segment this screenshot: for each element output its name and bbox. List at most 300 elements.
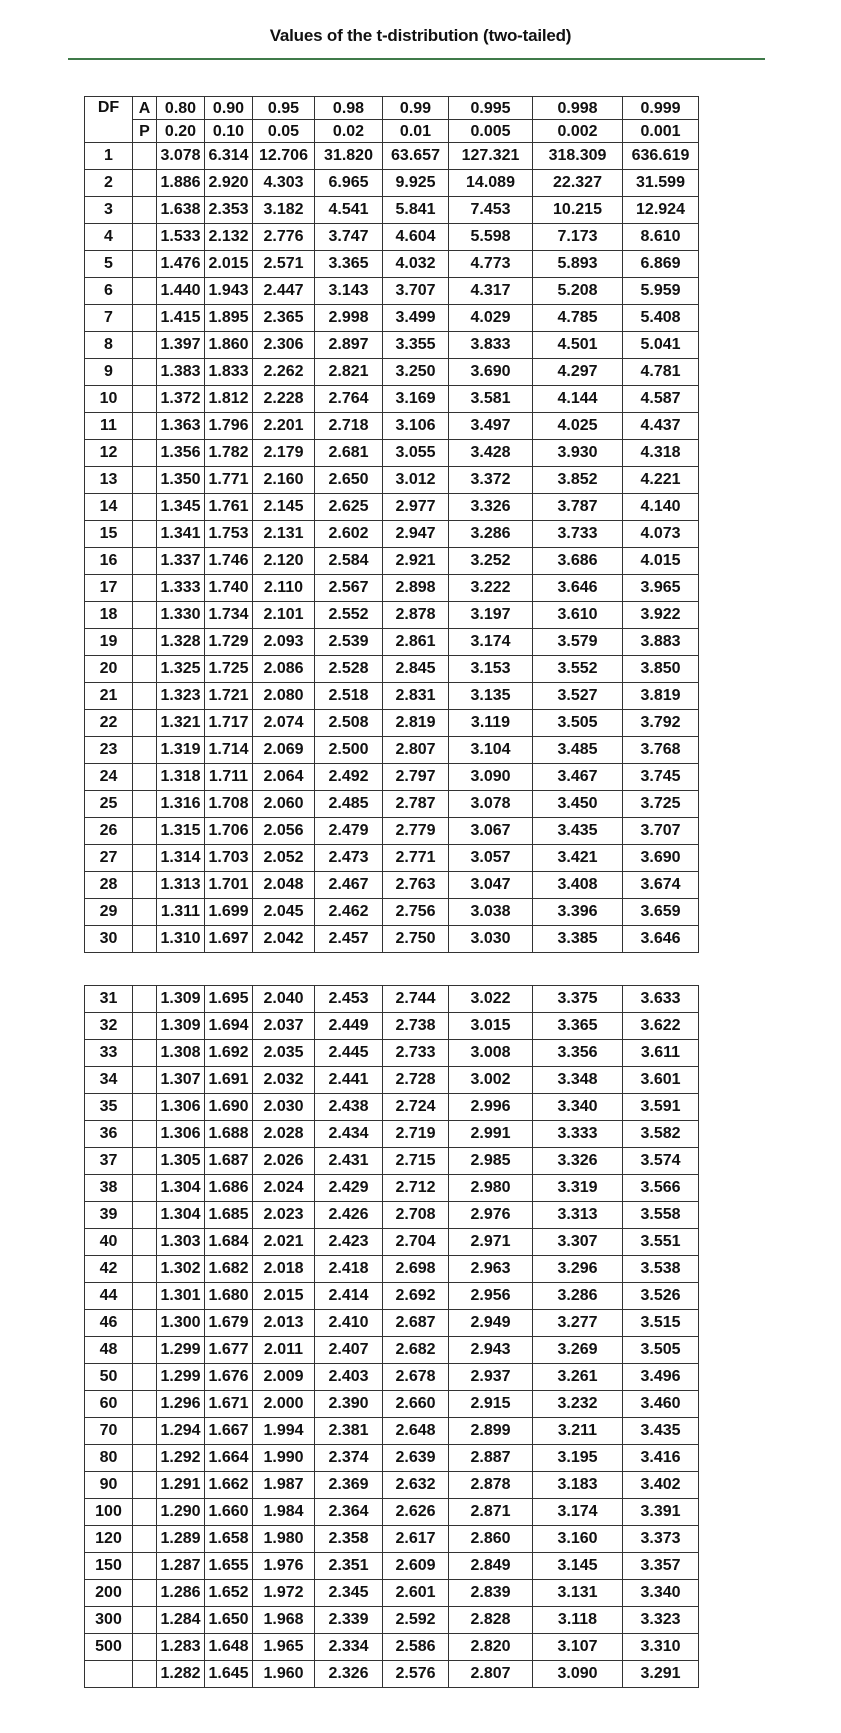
t-value-cell: 1.746 [205, 548, 253, 575]
t-value-cell: 2.567 [315, 575, 383, 602]
t-value-cell: 3.690 [449, 359, 533, 386]
df-cell: 11 [85, 413, 133, 440]
t-value-cell: 1.306 [157, 1121, 205, 1148]
page-title: Values of the t-distribution (two-tailed) [269, 26, 572, 45]
t-value-cell: 2.120 [253, 548, 315, 575]
t-value-cell: 2.145 [253, 494, 315, 521]
t-value-cell: 2.698 [383, 1256, 449, 1283]
t-value-cell: 2.024 [253, 1175, 315, 1202]
t-value-cell: 4.604 [383, 224, 449, 251]
t-value-cell: 2.015 [205, 251, 253, 278]
t-value-cell: 2.042 [253, 926, 315, 953]
t-value-cell: 3.574 [623, 1148, 699, 1175]
df-cell: 2 [85, 170, 133, 197]
header-row-p [85, 120, 699, 143]
t-value-cell: 3.067 [449, 818, 533, 845]
t-value-cell: 3.505 [623, 1337, 699, 1364]
t-value-cell: 1.440 [157, 278, 205, 305]
t-value-cell: 2.724 [383, 1094, 449, 1121]
t-value-cell: 3.286 [533, 1283, 623, 1310]
df-cell: 40 [85, 1229, 133, 1256]
t-value-cell: 1.753 [205, 521, 253, 548]
t-value-cell: 2.518 [315, 683, 383, 710]
t-value-cell: 1.397 [157, 332, 205, 359]
spacer-cell [133, 926, 157, 953]
df-cell: 44 [85, 1283, 133, 1310]
df-cell: 150 [85, 1553, 133, 1580]
t-value-cell: 3.375 [533, 986, 623, 1013]
t-value-cell: 2.820 [449, 1634, 533, 1661]
t-value-cell: 2.473 [315, 845, 383, 872]
t-value-cell: 2.797 [383, 764, 449, 791]
t-value-cell: 1.309 [157, 986, 205, 1013]
t-value-cell: 2.985 [449, 1148, 533, 1175]
t-value-cell: 31.599 [623, 170, 699, 197]
t-value-cell: 3.252 [449, 548, 533, 575]
t-value-cell: 2.648 [383, 1418, 449, 1445]
spacer-cell [133, 1391, 157, 1418]
p-value-header: 0.10 [205, 120, 253, 143]
table-row [85, 1526, 699, 1553]
spacer-cell [133, 440, 157, 467]
t-value-cell: 2.718 [315, 413, 383, 440]
t-value-cell: 3.022 [449, 986, 533, 1013]
spacer-cell [133, 602, 157, 629]
t-value-cell: 1.294 [157, 1418, 205, 1445]
t-value-cell: 2.898 [383, 575, 449, 602]
table-row [85, 818, 699, 845]
t-value-cell: 2.719 [383, 1121, 449, 1148]
df-cell: 8 [85, 332, 133, 359]
t-value-cell: 2.086 [253, 656, 315, 683]
t-value-cell: 1.341 [157, 521, 205, 548]
t-value-cell: 1.688 [205, 1121, 253, 1148]
t-value-cell: 3.435 [623, 1418, 699, 1445]
df-cell: 7 [85, 305, 133, 332]
t-value-cell: 4.501 [533, 332, 623, 359]
df-cell: 60 [85, 1391, 133, 1418]
table-row [85, 926, 699, 953]
t-value-cell: 2.887 [449, 1445, 533, 1472]
t-value-cell: 1.650 [205, 1607, 253, 1634]
t-value-cell: 3.119 [449, 710, 533, 737]
t-value-cell: 2.064 [253, 764, 315, 791]
t-value-cell: 3.174 [449, 629, 533, 656]
p-label: P [133, 120, 157, 143]
t-value-cell: 3.047 [449, 872, 533, 899]
t-value-cell: 2.048 [253, 872, 315, 899]
t-value-cell: 2.821 [315, 359, 383, 386]
df-cell: 22 [85, 710, 133, 737]
t-value-cell: 2.407 [315, 1337, 383, 1364]
table-row [85, 1229, 699, 1256]
p-value-header: 0.02 [315, 120, 383, 143]
t-value-cell: 1.313 [157, 872, 205, 899]
t-value-cell: 4.785 [533, 305, 623, 332]
t-value-cell: 1.717 [205, 710, 253, 737]
spacer-cell [133, 1256, 157, 1283]
t-value-cell: 2.201 [253, 413, 315, 440]
t-value-cell: 2.023 [253, 1202, 315, 1229]
df-cell: 5 [85, 251, 133, 278]
t-value-cell: 1.685 [205, 1202, 253, 1229]
t-value-cell: 3.707 [623, 818, 699, 845]
df-cell: 15 [85, 521, 133, 548]
table-row [85, 1310, 699, 1337]
t-value-cell: 4.015 [623, 548, 699, 575]
spacer-cell [133, 1607, 157, 1634]
df-cell: 13 [85, 467, 133, 494]
t-value-cell: 2.861 [383, 629, 449, 656]
t-value-cell: 3.526 [623, 1283, 699, 1310]
t-value-cell: 1.283 [157, 1634, 205, 1661]
t-value-cell: 3.296 [533, 1256, 623, 1283]
t-value-cell: 4.781 [623, 359, 699, 386]
spacer-cell [133, 1202, 157, 1229]
t-value-cell: 1.284 [157, 1607, 205, 1634]
spacer-cell [133, 1661, 157, 1688]
t-value-cell: 2.035 [253, 1040, 315, 1067]
t-value-cell: 318.309 [533, 143, 623, 170]
t-value-cell: 4.317 [449, 278, 533, 305]
df-cell: 9 [85, 359, 133, 386]
spacer-cell [133, 683, 157, 710]
t-value-cell: 2.949 [449, 1310, 533, 1337]
t-value-cell: 3.250 [383, 359, 449, 386]
t-value-cell: 3.601 [623, 1067, 699, 1094]
spacer-cell [133, 1040, 157, 1067]
t-value-cell: 2.528 [315, 656, 383, 683]
table-row [85, 1067, 699, 1094]
t-value-cell: 1.363 [157, 413, 205, 440]
spacer-cell [133, 1094, 157, 1121]
spacer-cell [133, 1634, 157, 1661]
t-value-cell: 3.326 [449, 494, 533, 521]
spacer-cell [133, 1283, 157, 1310]
t-value-cell: 3.402 [623, 1472, 699, 1499]
t-value-cell: 1.667 [205, 1418, 253, 1445]
t-value-cell: 2.878 [449, 1472, 533, 1499]
t-value-cell: 2.839 [449, 1580, 533, 1607]
t-value-cell: 3.153 [449, 656, 533, 683]
t-value-cell: 3.131 [533, 1580, 623, 1607]
t-value-cell: 2.963 [449, 1256, 533, 1283]
table-row [85, 1121, 699, 1148]
t-value-cell: 1.304 [157, 1202, 205, 1229]
t-value-cell: 2.586 [383, 1634, 449, 1661]
spacer-cell [133, 764, 157, 791]
table-row [85, 899, 699, 926]
t-value-cell: 4.029 [449, 305, 533, 332]
t-value-cell: 2.776 [253, 224, 315, 251]
df-cell: 33 [85, 1040, 133, 1067]
df-cell: 34 [85, 1067, 133, 1094]
table-row [85, 1472, 699, 1499]
df-cell: 12 [85, 440, 133, 467]
t-value-cell: 2.639 [383, 1445, 449, 1472]
t-value-cell: 1.692 [205, 1040, 253, 1067]
t-value-cell: 2.849 [449, 1553, 533, 1580]
t-value-cell: 3.174 [533, 1499, 623, 1526]
t-value-cell: 6.869 [623, 251, 699, 278]
t-value-cell: 3.323 [623, 1607, 699, 1634]
t-value-cell: 3.659 [623, 899, 699, 926]
t-value-cell: 1.315 [157, 818, 205, 845]
t-value-cell: 1.965 [253, 1634, 315, 1661]
table-row [85, 683, 699, 710]
spacer-cell [133, 359, 157, 386]
t-value-cell: 1.695 [205, 986, 253, 1013]
df-cell: 90 [85, 1472, 133, 1499]
table-row [85, 710, 699, 737]
t-value-cell: 1.987 [253, 1472, 315, 1499]
t-value-cell: 3.373 [623, 1526, 699, 1553]
t-value-cell: 2.021 [253, 1229, 315, 1256]
t-value-cell: 5.598 [449, 224, 533, 251]
spacer-cell [133, 1526, 157, 1553]
t-value-cell: 1.383 [157, 359, 205, 386]
table-row [85, 575, 699, 602]
t-value-cell: 1.690 [205, 1094, 253, 1121]
t-value-cell: 3.819 [623, 683, 699, 710]
t-value-cell: 2.262 [253, 359, 315, 386]
t-value-cell: 1.306 [157, 1094, 205, 1121]
spacer-cell [133, 143, 157, 170]
t-value-cell: 2.977 [383, 494, 449, 521]
t-value-cell: 3.787 [533, 494, 623, 521]
t-value-cell: 1.697 [205, 926, 253, 953]
spacer-cell [133, 467, 157, 494]
table-row [85, 467, 699, 494]
t-value-cell: 10.215 [533, 197, 623, 224]
t-value-cell: 2.045 [253, 899, 315, 926]
t-value-cell: 3.396 [533, 899, 623, 926]
t-value-cell: 1.350 [157, 467, 205, 494]
t-value-cell: 3.674 [623, 872, 699, 899]
t-value-cell: 2.831 [383, 683, 449, 710]
t-value-cell: 3.310 [623, 1634, 699, 1661]
table-row [85, 1580, 699, 1607]
t-value-cell: 1.287 [157, 1553, 205, 1580]
t-value-cell: 1.648 [205, 1634, 253, 1661]
t-value-cell: 1.307 [157, 1067, 205, 1094]
table-row [85, 1634, 699, 1661]
t-value-cell: 2.571 [253, 251, 315, 278]
t-value-cell: 2.426 [315, 1202, 383, 1229]
t-value-cell: 4.221 [623, 467, 699, 494]
table-row [85, 224, 699, 251]
t-value-cell: 3.416 [623, 1445, 699, 1472]
t-value-cell: 2.921 [383, 548, 449, 575]
t-value-cell: 3.008 [449, 1040, 533, 1067]
table-row [85, 1391, 699, 1418]
t-value-cell: 3.551 [623, 1229, 699, 1256]
df-cell: 100 [85, 1499, 133, 1526]
t-value-cell: 2.763 [383, 872, 449, 899]
t-value-cell: 2.807 [449, 1661, 533, 1688]
t-value-cell: 1.476 [157, 251, 205, 278]
t-value-cell: 2.326 [315, 1661, 383, 1688]
spacer-cell [133, 1418, 157, 1445]
header-row-a [85, 97, 699, 120]
df-cell: 38 [85, 1175, 133, 1202]
t-value-cell: 2.032 [253, 1067, 315, 1094]
t-value-cell: 2.060 [253, 791, 315, 818]
t-value-cell: 2.678 [383, 1364, 449, 1391]
t-value-cell: 1.311 [157, 899, 205, 926]
t-value-cell: 1.782 [205, 440, 253, 467]
t-value-cell: 2.750 [383, 926, 449, 953]
table-row [85, 1418, 699, 1445]
t-value-cell: 1.895 [205, 305, 253, 332]
t-value-cell: 3.581 [449, 386, 533, 413]
t-value-cell: 2.660 [383, 1391, 449, 1418]
t-value-cell: 1.323 [157, 683, 205, 710]
df-header: DF [85, 97, 133, 143]
df-cell: 39 [85, 1202, 133, 1229]
t-value-cell: 2.609 [383, 1553, 449, 1580]
t-value-cell: 1.282 [157, 1661, 205, 1688]
t-value-cell: 2.056 [253, 818, 315, 845]
t-value-cell: 3.355 [383, 332, 449, 359]
spacer-cell [133, 278, 157, 305]
t-value-cell: 3.922 [623, 602, 699, 629]
table-row [85, 1337, 699, 1364]
t-value-cell: 1.984 [253, 1499, 315, 1526]
table-row [85, 413, 699, 440]
t-value-cell: 1.645 [205, 1661, 253, 1688]
table-row [85, 1256, 699, 1283]
t-value-cell: 1.660 [205, 1499, 253, 1526]
t-value-cell: 3.646 [533, 575, 623, 602]
t-value-cell: 2.943 [449, 1337, 533, 1364]
t-value-cell: 1.740 [205, 575, 253, 602]
t-value-cell: 2.074 [253, 710, 315, 737]
spacer-cell [133, 251, 157, 278]
t-value-cell: 2.937 [449, 1364, 533, 1391]
df-cell: 19 [85, 629, 133, 656]
a-value-header: 0.999 [623, 97, 699, 120]
t-value-cell: 2.828 [449, 1607, 533, 1634]
df-cell: 14 [85, 494, 133, 521]
t-value-cell: 3.078 [157, 143, 205, 170]
t-value-cell: 2.492 [315, 764, 383, 791]
t-value-cell: 2.733 [383, 1040, 449, 1067]
t-value-cell: 31.820 [315, 143, 383, 170]
spacer-cell [133, 170, 157, 197]
t-value-cell: 3.195 [533, 1445, 623, 1472]
t-value-cell: 1.734 [205, 602, 253, 629]
t-value-cell: 1.304 [157, 1175, 205, 1202]
t-table-bottom [84, 985, 699, 1688]
t-value-cell: 3.143 [315, 278, 383, 305]
t-value-cell: 2.602 [315, 521, 383, 548]
t-value-cell: 3.852 [533, 467, 623, 494]
t-value-cell: 4.140 [623, 494, 699, 521]
t-value-cell: 1.980 [253, 1526, 315, 1553]
t-value-cell: 1.345 [157, 494, 205, 521]
t-value-cell: 3.078 [449, 791, 533, 818]
t-value-cell: 2.617 [383, 1526, 449, 1553]
t-value-cell: 2.369 [315, 1472, 383, 1499]
t-value-cell: 1.699 [205, 899, 253, 926]
df-cell: 300 [85, 1607, 133, 1634]
t-value-cell: 4.773 [449, 251, 533, 278]
t-value-cell: 1.318 [157, 764, 205, 791]
t-value-cell: 2.715 [383, 1148, 449, 1175]
t-value-cell: 3.232 [533, 1391, 623, 1418]
t-value-cell: 3.286 [449, 521, 533, 548]
p-value-header: 0.002 [533, 120, 623, 143]
t-value-cell: 2.976 [449, 1202, 533, 1229]
p-value-header: 0.005 [449, 120, 533, 143]
t-value-cell: 1.796 [205, 413, 253, 440]
t-value-cell: 4.318 [623, 440, 699, 467]
spacer-cell [133, 332, 157, 359]
t-value-cell: 2.414 [315, 1283, 383, 1310]
t-value-cell: 3.538 [623, 1256, 699, 1283]
t-value-cell: 3.496 [623, 1364, 699, 1391]
spacer-cell [133, 1472, 157, 1499]
spacer-cell [133, 656, 157, 683]
t-value-cell: 3.450 [533, 791, 623, 818]
t-value-cell: 3.622 [623, 1013, 699, 1040]
t-value-cell: 3.090 [449, 764, 533, 791]
t-value-cell: 1.638 [157, 197, 205, 224]
t-value-cell: 63.657 [383, 143, 449, 170]
t-value-cell: 3.747 [315, 224, 383, 251]
t-value-cell: 3.515 [623, 1310, 699, 1337]
t-value-cell: 1.708 [205, 791, 253, 818]
t-value-cell: 1.286 [157, 1580, 205, 1607]
t-value-cell: 3.965 [623, 575, 699, 602]
t-value-cell: 2.687 [383, 1310, 449, 1337]
t-value-cell: 2.418 [315, 1256, 383, 1283]
t-value-cell: 1.328 [157, 629, 205, 656]
t-value-cell: 3.745 [623, 764, 699, 791]
t-value-cell: 1.761 [205, 494, 253, 521]
df-cell: 30 [85, 926, 133, 953]
t-value-cell: 1.321 [157, 710, 205, 737]
t-value-cell: 2.601 [383, 1580, 449, 1607]
table-row [85, 305, 699, 332]
spacer-cell [133, 818, 157, 845]
t-value-cell: 3.002 [449, 1067, 533, 1094]
t-value-cell: 3.566 [623, 1175, 699, 1202]
t-value-cell: 1.680 [205, 1283, 253, 1310]
a-value-header: 0.95 [253, 97, 315, 120]
t-value-cell: 5.841 [383, 197, 449, 224]
t-value-cell: 2.431 [315, 1148, 383, 1175]
t-value-cell: 1.687 [205, 1148, 253, 1175]
t-value-cell: 2.626 [383, 1499, 449, 1526]
table-row [85, 1013, 699, 1040]
t-value-cell: 1.701 [205, 872, 253, 899]
t-value-cell: 2.897 [315, 332, 383, 359]
p-value-header: 0.20 [157, 120, 205, 143]
t-value-cell: 4.025 [533, 413, 623, 440]
df-cell: 120 [85, 1526, 133, 1553]
t-value-cell: 3.467 [533, 764, 623, 791]
t-value-cell: 2.179 [253, 440, 315, 467]
spacer-cell [133, 629, 157, 656]
t-value-cell: 3.707 [383, 278, 449, 305]
t-value-cell: 2.682 [383, 1337, 449, 1364]
t-value-cell: 2.845 [383, 656, 449, 683]
t-value-cell: 2.030 [253, 1094, 315, 1121]
t-value-cell: 1.314 [157, 845, 205, 872]
t-value-cell: 1.301 [157, 1283, 205, 1310]
